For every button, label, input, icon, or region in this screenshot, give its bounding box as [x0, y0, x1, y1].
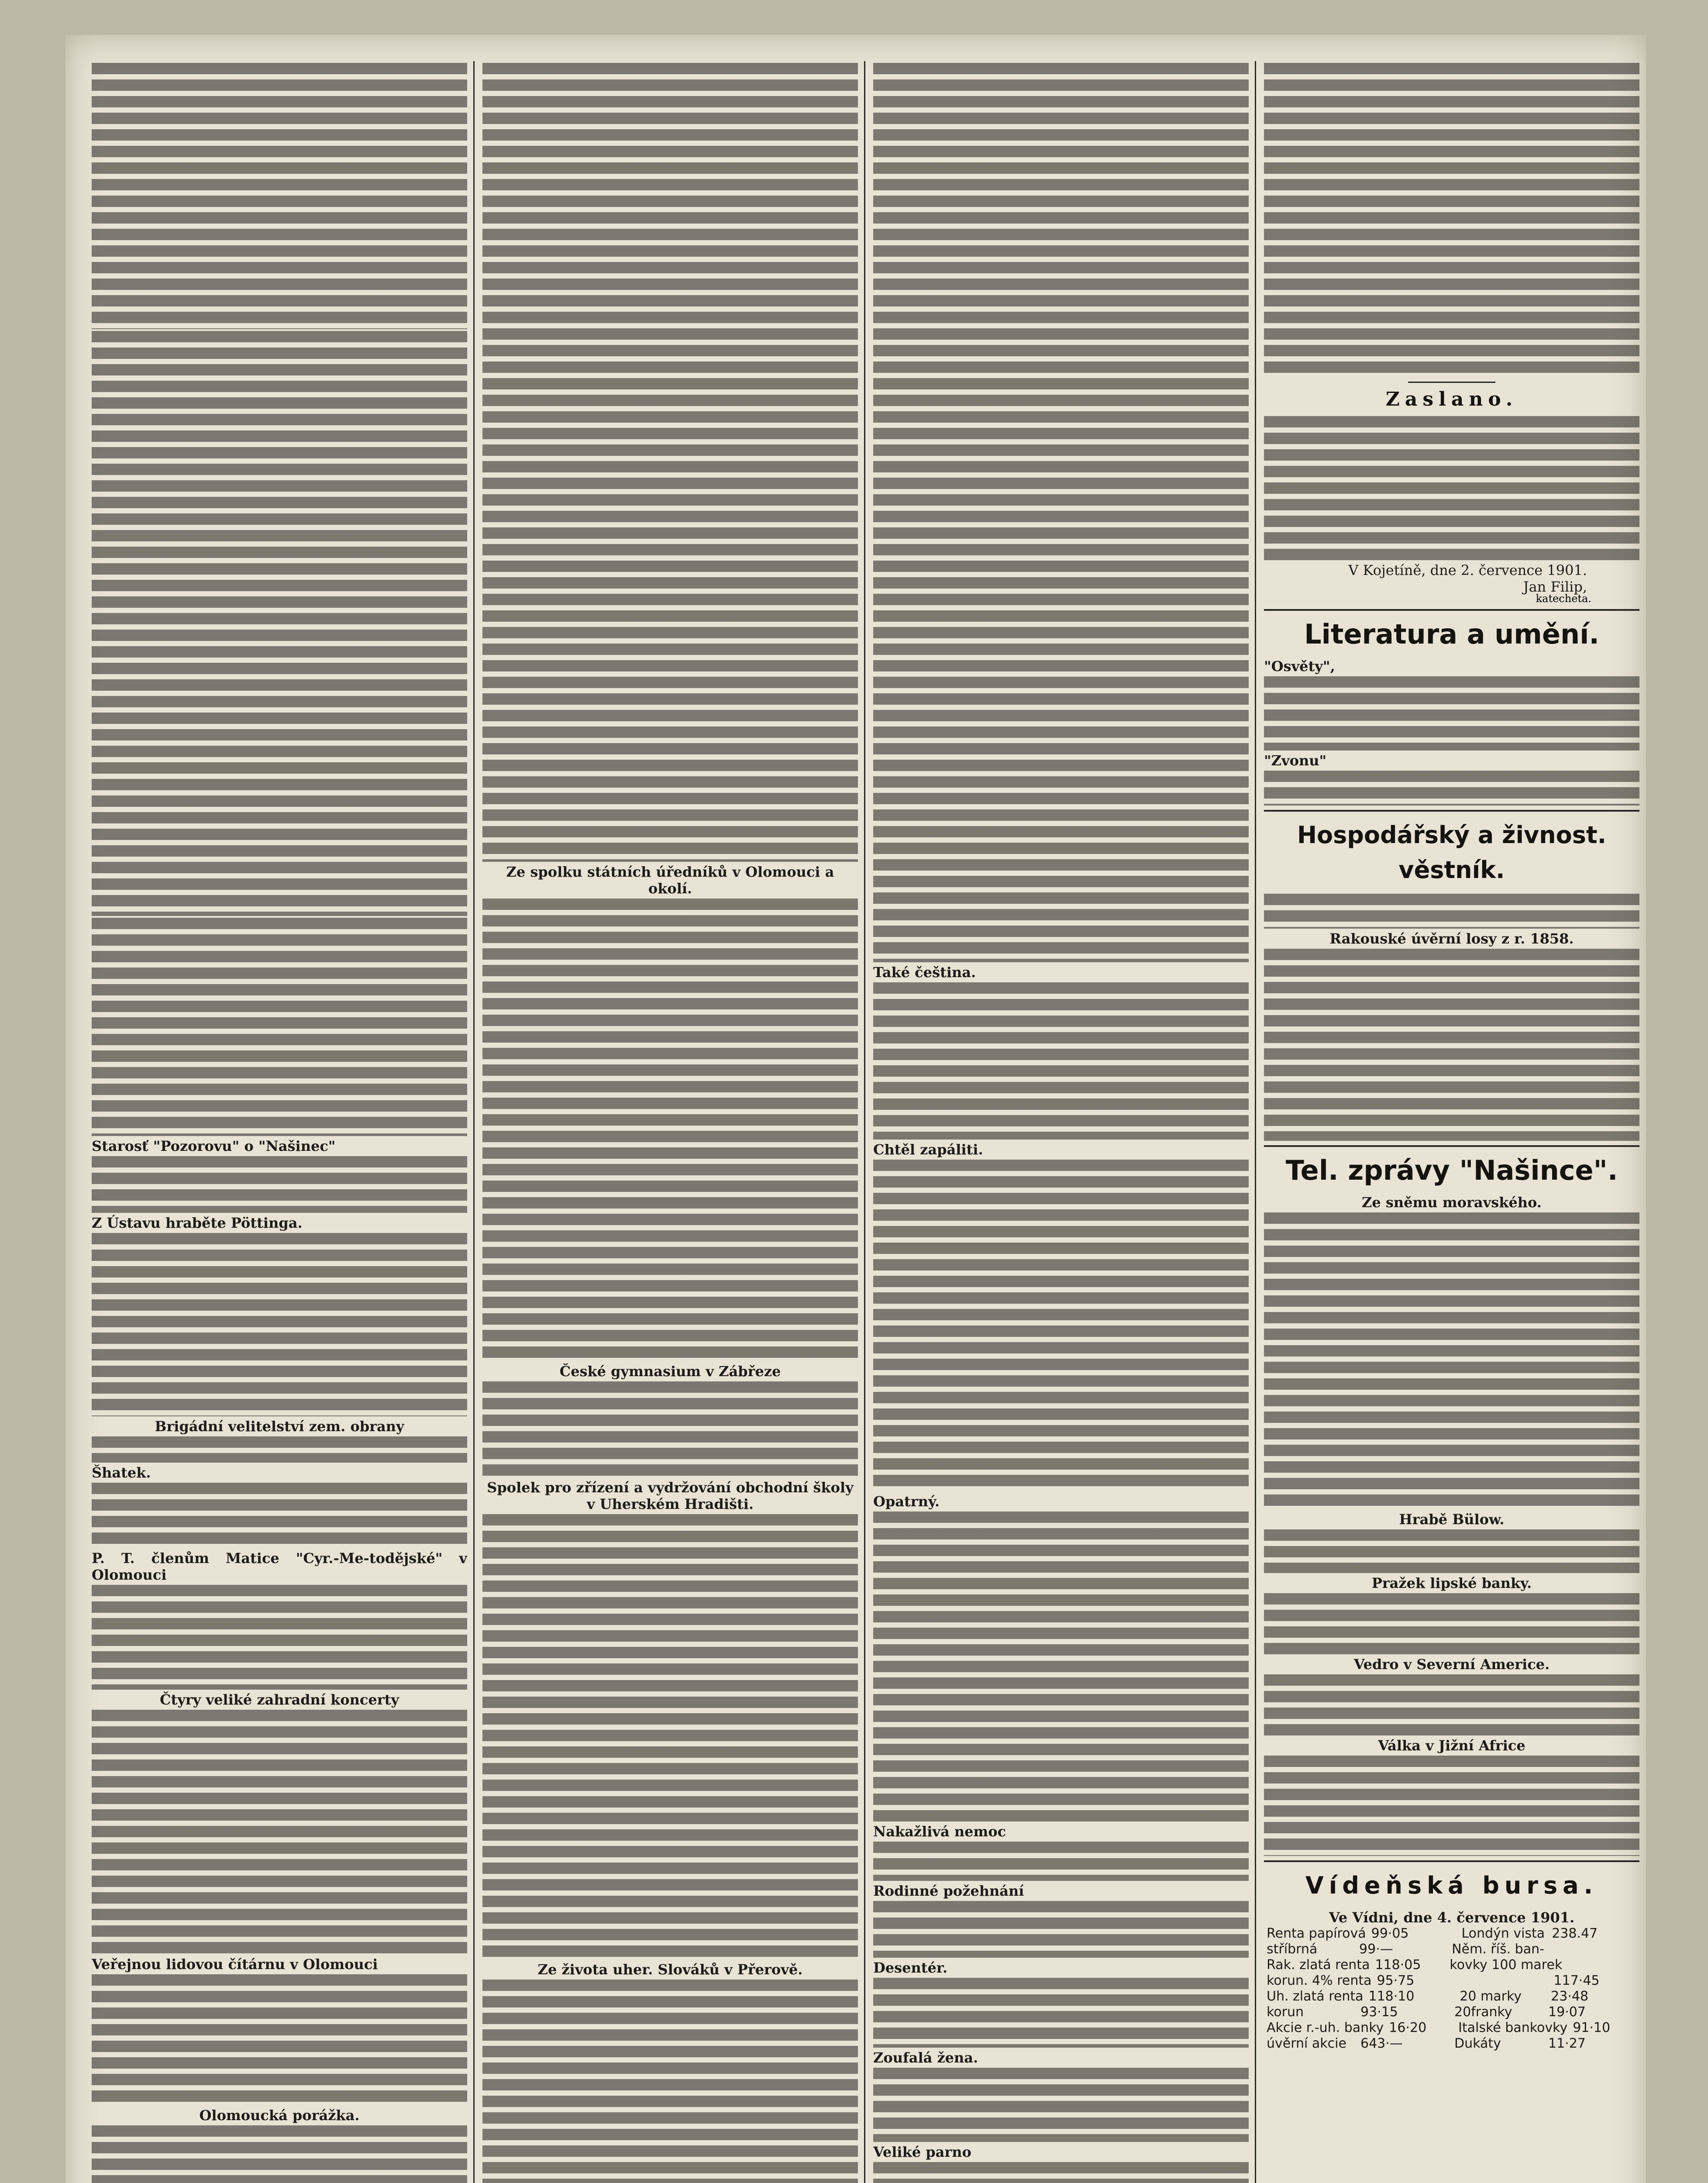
- article-heading: Ze spolku státních úředníků v Olomouci a okolí.: [506, 864, 834, 897]
- section-heading: Hospodářský a živnost. věstník.: [1297, 821, 1607, 884]
- article-heading: Brigádní velitelství zem. obrany: [155, 1418, 404, 1435]
- body-text-block: [873, 1842, 1249, 1881]
- article-lead: Opatrný.: [873, 1493, 940, 1510]
- article-lead: Také čeština.: [873, 964, 976, 981]
- body-text-block: [1264, 63, 1639, 377]
- body-text-block: [1264, 1756, 1639, 1856]
- article-lead: Veřejnou lidovou čítárnu v Olomouci: [92, 1956, 378, 1973]
- body-text-block: [92, 1156, 467, 1213]
- bursa-cell: kovky 100 marek: [1450, 1957, 1563, 1973]
- bursa-cell: [1463, 1973, 1551, 1989]
- bursa-row: [1264, 1973, 1639, 1989]
- article-lead: Z Ústavu hraběte Pöttinga.: [92, 1215, 303, 1231]
- body-text-block: [1264, 1529, 1639, 1573]
- column-3: [873, 61, 1249, 2183]
- body-text-block: [873, 2162, 1249, 2183]
- bursa-date: Ve Vídni, dne 4. července 1901.: [1329, 1909, 1575, 1926]
- body-text-block: [92, 1483, 467, 1548]
- article-lead: Nakažlivá nemoc: [873, 1823, 1006, 1840]
- bursa-cell: 91·10: [1573, 2020, 1611, 2035]
- body-text-block: [1264, 416, 1639, 560]
- body-text-block: [1264, 949, 1639, 1141]
- body-text-block: [92, 1585, 467, 1690]
- section-heading: Zaslano.: [1385, 388, 1518, 410]
- bursa-cell: 20franky: [1454, 2004, 1512, 2020]
- bursa-row: [1264, 2020, 1639, 2036]
- bursa-cell: 118·05: [1375, 1957, 1421, 1973]
- article-lead: Zoufalá žena.: [873, 2049, 978, 2066]
- bursa-cell: korun: [1267, 2004, 1304, 2020]
- bursa-cell: 118·10: [1368, 1989, 1415, 2004]
- column-rule: [473, 61, 475, 2183]
- section-heading: Vídeňská bursa.: [1305, 1872, 1598, 1899]
- column-rule: [864, 61, 865, 2183]
- bursa-row: [1264, 1926, 1639, 1942]
- body-text-block: [1264, 1212, 1639, 1509]
- bursa-cell: Renta papírová: [1267, 1926, 1366, 1941]
- body-text-block: [873, 63, 1249, 962]
- body-text-block: [1264, 1593, 1639, 1654]
- bursa-cell: Něm. říš. ban-: [1452, 1942, 1544, 1957]
- article-heading: Ze sněmu moravského.: [1362, 1194, 1542, 1211]
- bursa-cell: Rak. zlatá renta: [1267, 1957, 1370, 1973]
- body-text-block: [92, 1233, 467, 1416]
- article-lead: Desentér.: [873, 1959, 947, 1976]
- bursa-cell: 20 marky: [1460, 1989, 1522, 2004]
- page-columns: [92, 61, 1629, 2183]
- article-heading: Hrabě Bülow.: [1399, 1511, 1505, 1528]
- body-text-block: [1264, 894, 1639, 929]
- body-text-block: [482, 899, 858, 1361]
- body-text-block: [482, 1381, 858, 1477]
- section-heading: Tel. zprávy "Našince".: [1285, 1154, 1618, 1186]
- body-text-block: [873, 1512, 1249, 1821]
- bursa-cell: 99·05: [1371, 1926, 1409, 1941]
- bursa-cell: [1547, 1942, 1639, 1957]
- article-heading: České gymnasium v Zábřeze: [559, 1363, 781, 1380]
- article-heading: Rakouské úvěrní losy z r. 1858.: [1329, 930, 1574, 947]
- article-lead: Starosť "Pozorovu" o "Našinec": [92, 1138, 336, 1154]
- divider: [1264, 810, 1639, 812]
- section-heading: Literatura a umění.: [1304, 618, 1599, 650]
- column-4: [1264, 61, 1639, 2183]
- bursa-table: [1264, 1926, 1639, 2052]
- body-text-block: [92, 1974, 467, 2105]
- article-lead: P. T. členům Matice "Cyr.-Me-todějské" v Olomouci: [92, 1550, 467, 1583]
- divider: [1408, 382, 1495, 383]
- bursa-row: [1264, 1989, 1639, 2004]
- column-1: [92, 61, 467, 2183]
- bursa-cell: 95·75: [1377, 1973, 1415, 1988]
- newspaper-page: [65, 35, 1646, 2183]
- article-heading: Spolek pro zřízení a vydržování obchodní školy v Uherském Hradišti.: [487, 1479, 854, 1512]
- body-text-block: [873, 1901, 1249, 1958]
- bursa-cell: Uh. zlatá renta: [1267, 1989, 1364, 2004]
- bursa-cell: úvěrní akcie: [1267, 2036, 1346, 2051]
- bursa-cell: 117·45: [1553, 1973, 1600, 1988]
- bursa-cell: 16·20: [1389, 2020, 1427, 2035]
- bursa-cell: Londýn vista: [1461, 1926, 1545, 1941]
- article-heading: Pražek lipské banky.: [1371, 1575, 1532, 1591]
- article-heading: Vedro v Severní Americe.: [1353, 1656, 1550, 1673]
- signature-name: Jan Filip,: [1523, 578, 1587, 595]
- article-heading: Čtyry veliké zahradní koncerty: [160, 1691, 399, 1708]
- divider: [1264, 1860, 1639, 1862]
- bursa-cell: stříbrná: [1267, 1942, 1318, 1957]
- bursa-cell: korun. 4% renta: [1267, 1973, 1372, 1988]
- article-lead: Rodinné požehnání: [873, 1883, 1024, 1899]
- column-2: [482, 61, 858, 2183]
- article-heading: Ze života uher. Slováků v Přerově.: [537, 1961, 803, 1978]
- body-text-block: [92, 918, 467, 1136]
- body-text-block: [1264, 771, 1639, 806]
- bursa-row: [1264, 2004, 1639, 2020]
- bursa-cell: 238.47: [1552, 1926, 1598, 1941]
- bursa-cell: Italské bankovky: [1458, 2020, 1568, 2035]
- signature-place: V Kojetíně, dne 2. července 1901.: [1348, 562, 1587, 578]
- body-text-block: [92, 1436, 467, 1463]
- bursa-cell: 23·48: [1551, 1989, 1589, 2004]
- bursa-cell: Dukáty: [1454, 2036, 1501, 2051]
- article-lead: Šhatek.: [92, 1464, 151, 1481]
- divider: [1264, 609, 1639, 611]
- article-lead: "Osvěty",: [1264, 658, 1335, 675]
- bursa-row: [1264, 1957, 1639, 1973]
- signature-role: katecheta.: [1536, 592, 1591, 605]
- article-lead: Veliké parno: [873, 2144, 971, 2160]
- bursa-cell: 643·—: [1360, 2036, 1403, 2051]
- body-text-block: [873, 1978, 1249, 2048]
- body-text-block: [873, 982, 1249, 1140]
- article-heading: Olomoucká porážka.: [199, 2107, 360, 2124]
- body-text-block: [482, 1514, 858, 1959]
- body-text-block: [1264, 1674, 1639, 1735]
- bursa-cell: [1565, 1957, 1639, 1973]
- article-lead: "Zvonu": [1264, 752, 1327, 769]
- article-heading: Válka v Jižní Africe: [1378, 1737, 1525, 1754]
- body-text-block: [92, 2125, 467, 2183]
- body-text-block: [873, 2068, 1249, 2142]
- bursa-cell: Akcie r.-uh. banky: [1267, 2020, 1384, 2035]
- body-text-block: [92, 1710, 467, 1954]
- body-text-block: [482, 1980, 858, 2183]
- bursa-row: [1264, 1942, 1639, 1957]
- bursa-cell: 99·—: [1359, 1942, 1393, 1957]
- article-lead: Chtěl zapáliti.: [873, 1141, 983, 1158]
- bursa-cell: 11·27: [1548, 2036, 1586, 2051]
- divider: [1264, 1145, 1639, 1147]
- bursa-cell: 19·07: [1548, 2004, 1586, 2020]
- bursa-cell: 93·15: [1360, 2004, 1398, 2020]
- body-text-block: [482, 63, 858, 862]
- body-text-block: [873, 1160, 1249, 1491]
- bursa-row: [1264, 2036, 1639, 2052]
- column-rule: [1255, 61, 1256, 2183]
- body-text-block: [92, 63, 467, 329]
- body-text-block: [1264, 676, 1639, 751]
- body-text-block: [92, 331, 467, 916]
